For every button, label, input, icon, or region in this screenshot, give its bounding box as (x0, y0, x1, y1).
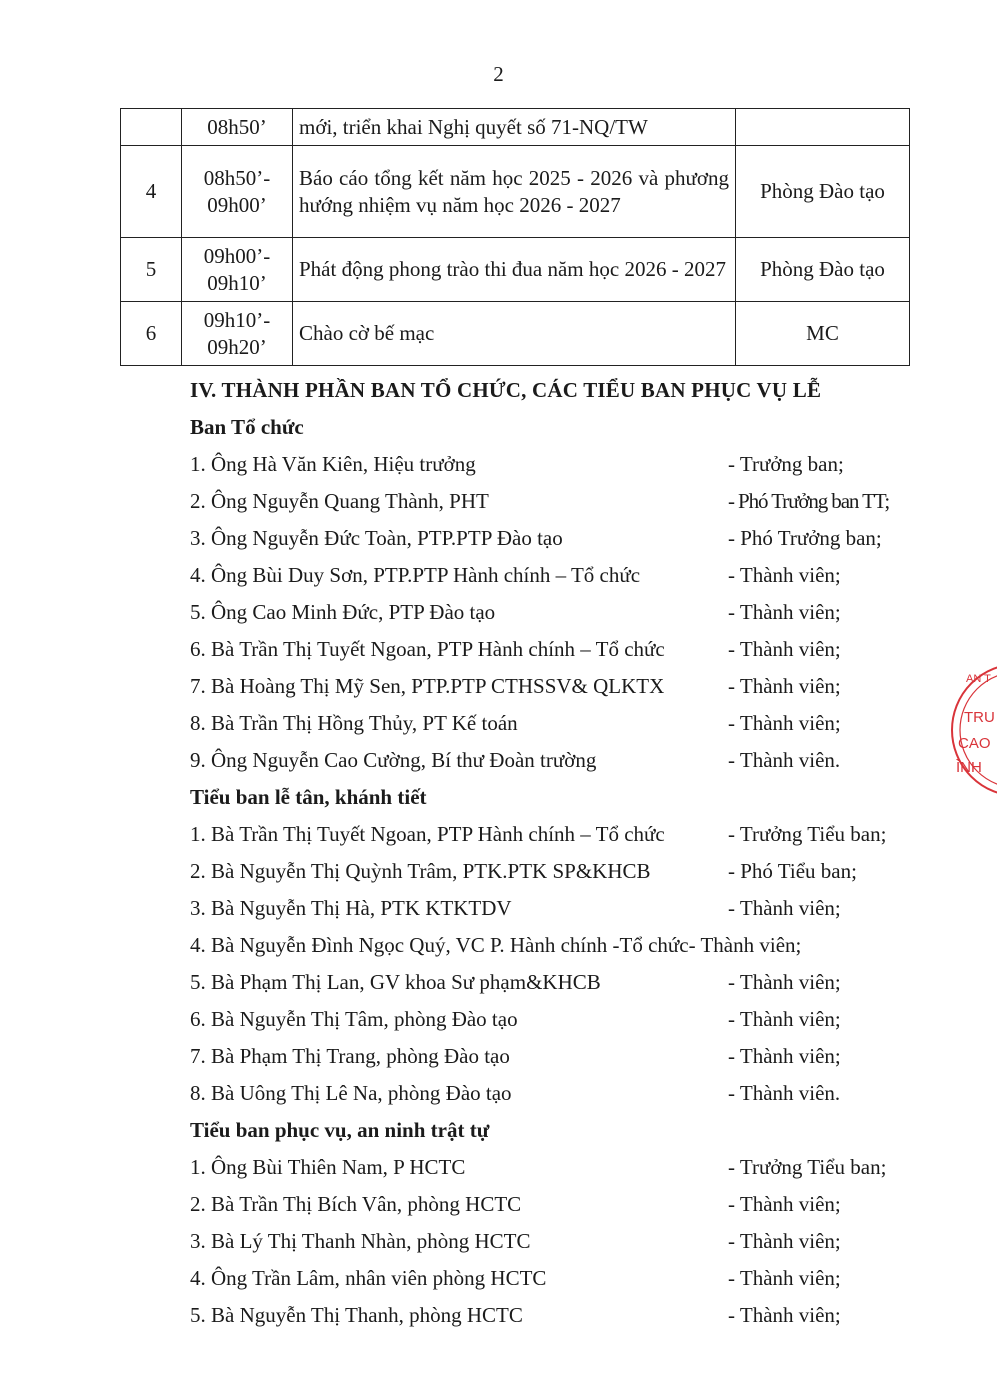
member-name: 3. Bà Nguyễn Thị Hà, PTK KTKTDV (190, 896, 512, 920)
list-item (190, 1001, 910, 1038)
list-item (190, 742, 910, 779)
table-row (121, 302, 910, 366)
row-responsible: MC (736, 302, 910, 366)
member-name: 9. Ông Nguyễn Cao Cường, Bí thư Đoàn trường (190, 748, 597, 772)
member-name: 2. Ông Nguyễn Quang Thành, PHT (190, 489, 489, 513)
list-item (190, 1186, 910, 1223)
row-time: 09h10’- 09h20’ (182, 302, 293, 366)
stamp-text: ÌNH (956, 759, 982, 776)
member-role: - Trưởng Tiểu ban; (728, 822, 887, 846)
member-name: 7. Bà Phạm Thị Trang, phòng Đào tạo (190, 1044, 510, 1068)
red-seal-stamp (930, 660, 997, 800)
table-row (121, 146, 910, 238)
member-name: 6. Bà Nguyễn Thị Tâm, phòng Đào tạo (190, 1007, 518, 1031)
member-name: 1. Bà Trần Thị Tuyết Ngoan, PTP Hành chính – Tổ chức (190, 822, 665, 846)
row-time: 09h00’- 09h10’ (182, 238, 293, 302)
member-name: 4. Bà Nguyễn Đình Ngọc Quý, VC P. Hành chính -Tổ chức- Thành viên; (190, 933, 802, 957)
member-name: 1. Ông Hà Văn Kiên, Hiệu trưởng (190, 452, 476, 476)
row-number: 4 (121, 146, 182, 238)
member-name: 5. Bà Phạm Thị Lan, GV khoa Sư phạm&KHCB (190, 970, 601, 994)
list-item (190, 1075, 910, 1112)
member-role: - Thành viên; (728, 1266, 841, 1290)
row-number: 6 (121, 302, 182, 366)
row-number: 5 (121, 238, 182, 302)
list-item (190, 1223, 910, 1260)
group-title-reception: Tiểu ban lễ tân, khánh tiết (190, 785, 427, 809)
member-role: - Thành viên; (728, 674, 841, 698)
organizing-committee-section (190, 372, 910, 1334)
list-item (190, 483, 910, 520)
group-title-security: Tiểu ban phục vụ, an ninh trật tự (190, 1118, 490, 1142)
member-role: - Thành viên; (728, 970, 841, 994)
member-role: - Phó Trưởng ban TT; (728, 489, 890, 513)
member-role: - Thành viên. (728, 1081, 841, 1105)
member-role: - Trưởng ban; (728, 452, 844, 476)
member-name: 2. Bà Nguyễn Thị Quỳnh Trâm, PTK.PTK SP&KHCB (190, 859, 651, 883)
member-role: - Thành viên; (728, 563, 841, 587)
member-role: - Thành viên; (728, 1007, 841, 1031)
row-responsible: Phòng Đào tạo (736, 146, 910, 238)
member-role: - Thành viên; (728, 600, 841, 624)
list-item (190, 1038, 910, 1075)
group-title-organizing-board: Ban Tổ chức (190, 415, 304, 439)
row-content: mới, triển khai Nghị quyết số 71-NQ/TW (293, 109, 736, 146)
row-time: 08h50’ (182, 109, 293, 146)
stamp-text: AN T (966, 673, 991, 685)
list-item (190, 1260, 910, 1297)
list-item (190, 853, 910, 890)
table-row (121, 238, 910, 302)
member-role: - Thành viên; (728, 1192, 841, 1216)
member-role: - Phó Trưởng ban; (728, 526, 882, 550)
list-item (190, 816, 910, 853)
schedule-table (120, 108, 910, 366)
row-time: 08h50’- 09h00’ (182, 146, 293, 238)
member-role: - Thành viên; (728, 1229, 841, 1253)
page-number: 2 (493, 62, 504, 86)
member-role: - Thành viên; (728, 1044, 841, 1068)
member-name: 7. Bà Hoàng Thị Mỹ Sen, PTP.PTP CTHSSV& QLKTX (190, 674, 665, 698)
list-item (190, 927, 910, 964)
row-content: Báo cáo tổng kết năm học 2025 - 2026 và phương hướng nhiệm vụ năm học 2026 - 2027 (293, 146, 736, 238)
list-item (190, 890, 910, 927)
row-responsible: Phòng Đào tạo (736, 238, 910, 302)
member-name: 8. Bà Uông Thị Lê Na, phòng Đào tạo (190, 1081, 512, 1105)
member-role: - Thành viên; (728, 1303, 841, 1327)
list-item (190, 594, 910, 631)
member-role: - Thành viên. (728, 748, 841, 772)
list-item (190, 520, 910, 557)
member-name: 3. Ông Nguyễn Đức Toàn, PTP.PTP Đào tạo (190, 526, 563, 550)
stamp-inner-ring (960, 672, 997, 788)
section-heading: IV. THÀNH PHẦN BAN TỔ CHỨC, CÁC TIỂU BAN PHỤC VỤ LỄ (190, 378, 822, 402)
member-name: 5. Ông Cao Minh Đức, PTP Đào tạo (190, 600, 496, 624)
list-item (190, 964, 910, 1001)
stamp-outer-ring (952, 664, 997, 796)
list-item (190, 1149, 910, 1186)
stamp-text: CAO (958, 735, 991, 752)
member-role: - Thành viên; (728, 896, 841, 920)
row-content: Chào cờ bế mạc (293, 302, 736, 366)
list-item (190, 446, 910, 483)
row-responsible (736, 109, 910, 146)
row-content: Phát động phong trào thi đua năm học 2026 - 2027 (293, 238, 736, 302)
member-role: - Trưởng Tiểu ban; (728, 1155, 887, 1179)
member-name: 8. Bà Trần Thị Hồng Thủy, PT Kế toán (190, 711, 518, 735)
list-item (190, 705, 910, 742)
table-row (121, 109, 910, 146)
member-name: 1. Ông Bùi Thiên Nam, P HCTC (190, 1155, 466, 1179)
member-name: 5. Bà Nguyễn Thị Thanh, phòng HCTC (190, 1303, 523, 1327)
member-role: - Thành viên; (728, 711, 841, 735)
list-item (190, 668, 910, 705)
member-name: 6. Bà Trần Thị Tuyết Ngoan, PTP Hành chính – Tổ chức (190, 637, 665, 661)
stamp-text: TRU (964, 709, 995, 726)
list-item (190, 557, 910, 594)
list-item (190, 631, 910, 668)
member-name: 4. Ông Bùi Duy Sơn, PTP.PTP Hành chính – Tổ chức (190, 563, 641, 587)
member-name: 4. Ông Trần Lâm, nhân viên phòng HCTC (190, 1266, 547, 1290)
list-item (190, 1297, 910, 1334)
member-name: 2. Bà Trần Thị Bích Vân, phòng HCTC (190, 1192, 522, 1216)
member-role: - Thành viên; (728, 637, 841, 661)
member-role: - Phó Tiểu ban; (728, 859, 857, 883)
member-name: 3. Bà Lý Thị Thanh Nhàn, phòng HCTC (190, 1229, 531, 1253)
row-number (121, 109, 182, 146)
